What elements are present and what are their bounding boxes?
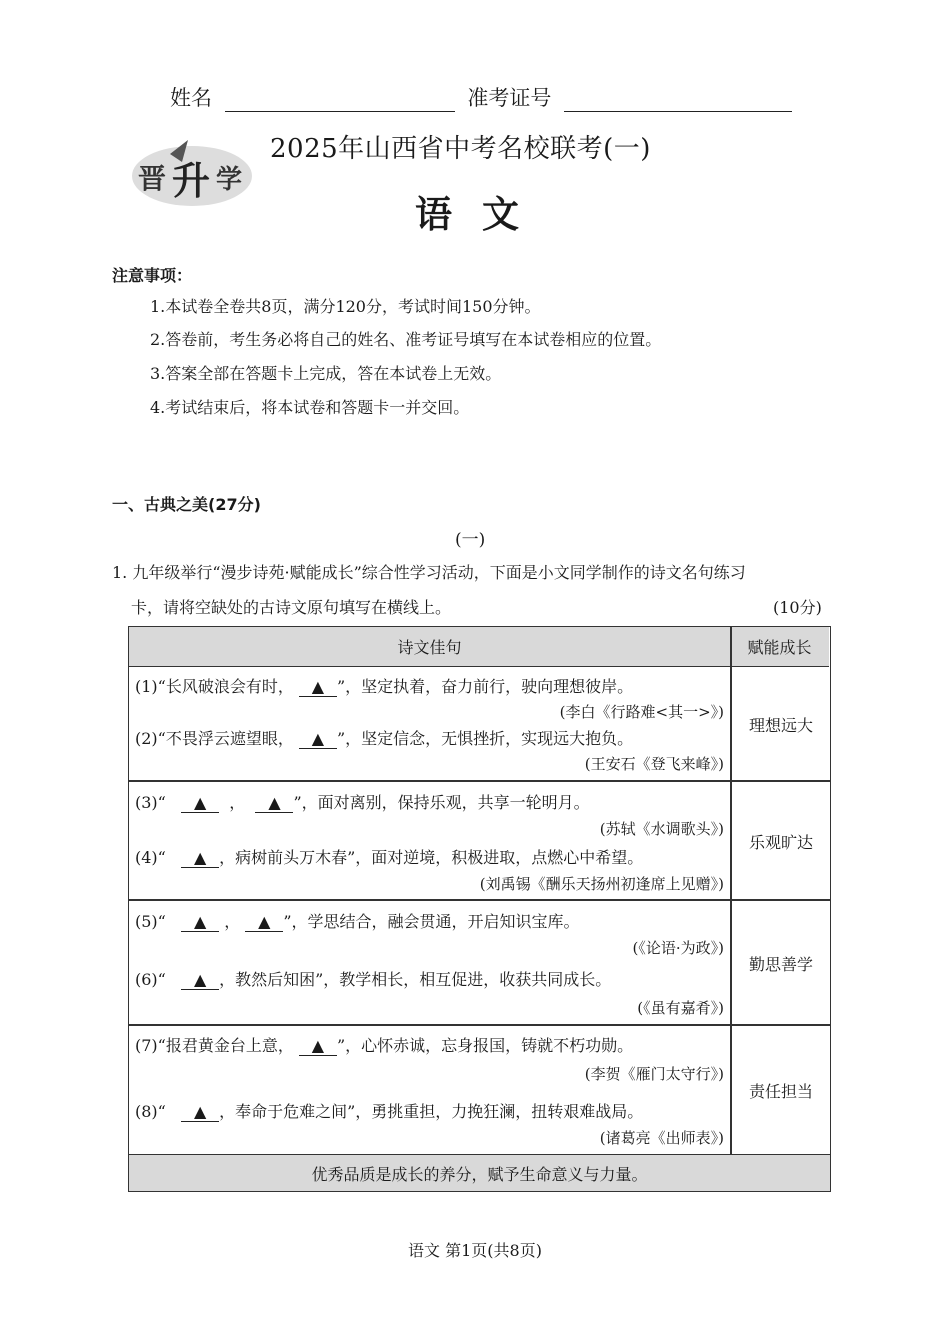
verse-item-2: (2)“不畏浮云遮望眼， ▲ ”，坚定信念，无惧挫折，实现远大抱负。 [135, 729, 634, 748]
answer-blank[interactable]: ▲ [181, 913, 219, 932]
verse-source-3: (苏轼《水调歌头》) [599, 820, 724, 838]
verse-item-1: (1)“长风破浪会有时， ▲ ”，坚定执着，奋力前行，驶向理想彼岸。 [135, 677, 634, 696]
svg-text:学: 学 [216, 165, 243, 195]
answer-blank[interactable]: ▲ [181, 1103, 219, 1122]
name-label: 姓名 [170, 86, 212, 110]
verse-item-5: (5)“ ▲ ， ▲ ”，学思结合，融会贯通，开启知识宝库。 [135, 912, 580, 931]
column-header-verses: 诗文佳句 [129, 627, 730, 667]
notice-item: 4.考试结束后，将本试卷和答题卡一并交回。 [150, 398, 470, 417]
answer-blank[interactable]: ▲ [181, 971, 219, 990]
notice-heading: 注意事项： [112, 266, 193, 285]
verse-item-3: (3)“ ▲ ， ▲ ”，面对离别，保持乐观，共享一轮明月。 [135, 793, 590, 812]
svg-text:晋: 晋 [138, 162, 167, 195]
verse-source-7: (李贺《雁门太守行》) [584, 1065, 724, 1083]
theme-label: 勤思善学 [748, 955, 813, 974]
exam-number-label: 准考证号 [467, 86, 552, 110]
theme-label: 乐观旷达 [748, 833, 813, 852]
verse-source-4: (刘禹锡《酬乐天扬州初逢席上见赠》) [479, 875, 724, 893]
column-header-growth: 赋能成长 [730, 627, 829, 667]
subject-title: 语文 [415, 193, 549, 236]
notice-item: 3.答案全部在答题卡上完成，答在本试卷上无效。 [150, 364, 502, 383]
answer-blank[interactable]: ▲ [299, 730, 337, 749]
answer-blank[interactable]: ▲ [255, 794, 293, 813]
verse-item-6: (6)“ ▲ ，教然后知困”，教学相长，相互促进，收获共同成长。 [135, 970, 612, 989]
candidate-info-row [170, 82, 792, 112]
exam-title: 2025年山西省中考名校联考(一) [270, 134, 651, 164]
row-divider [129, 899, 830, 901]
verse-source-1: (李白《行路难<其一>》) [559, 703, 724, 721]
notice-item: 2.答卷前，考生务必将自己的姓名、准考证号填写在本试卷相应的位置。 [150, 330, 662, 349]
part-label: (一) [455, 530, 486, 550]
question-1-score: (10分) [773, 598, 822, 617]
exam-number-field[interactable] [564, 89, 792, 112]
question-1-prompt-line2: 卡，请将空缺处的古诗文原句填写在横线上。 [131, 598, 452, 617]
verse-source-8: (诸葛亮《出师表》) [599, 1129, 724, 1147]
table-footer-summary: 优秀品质是成长的养分，赋予生命意义与力量。 [129, 1154, 830, 1191]
theme-label: 责任担当 [748, 1082, 813, 1101]
verse-item-8: (8)“ ▲ ，奉命于危难之间”，勇挑重担，力挽狂澜，扭转艰难战局。 [135, 1102, 644, 1121]
name-field[interactable] [225, 89, 455, 112]
publisher-logo [130, 136, 255, 210]
row-divider [129, 1024, 830, 1026]
verse-item-7: (7)“报君黄金台上意， ▲ ”，心怀赤诚，忘身报国，铸就不朽功勋。 [135, 1036, 634, 1055]
verse-source-5: (《论语·为政》) [632, 939, 724, 957]
verse-source-2: (王安石《登飞来峰》) [584, 755, 724, 773]
poem-practice-table [128, 626, 831, 1192]
question-1-prompt-line1: 1. 九年级举行“漫步诗苑·赋能成长”综合性学习活动，下面是小文同学制作的诗文名句练习 [112, 563, 746, 582]
answer-blank[interactable]: ▲ [181, 849, 219, 868]
answer-blank[interactable]: ▲ [299, 678, 337, 697]
answer-blank[interactable]: ▲ [299, 1037, 337, 1056]
verse-item-4: (4)“ ▲ ，病树前头万木春”，面对逆境，积极进取，点燃心中希望。 [135, 848, 644, 867]
page-footer: 语文 第1页(共8页) [408, 1241, 542, 1260]
notice-item: 1.本试卷全卷共8页，满分120分，考试时间150分钟。 [150, 297, 541, 316]
svg-text:升: 升 [172, 159, 211, 203]
verse-source-6: (《虽有嘉肴》) [637, 999, 724, 1017]
column-divider [730, 627, 732, 1154]
theme-label: 理想远大 [748, 716, 813, 735]
row-divider [129, 780, 830, 782]
answer-blank[interactable]: ▲ [181, 794, 219, 813]
answer-blank[interactable]: ▲ [245, 913, 283, 932]
section-title: 一、古典之美(27分) [112, 495, 261, 514]
